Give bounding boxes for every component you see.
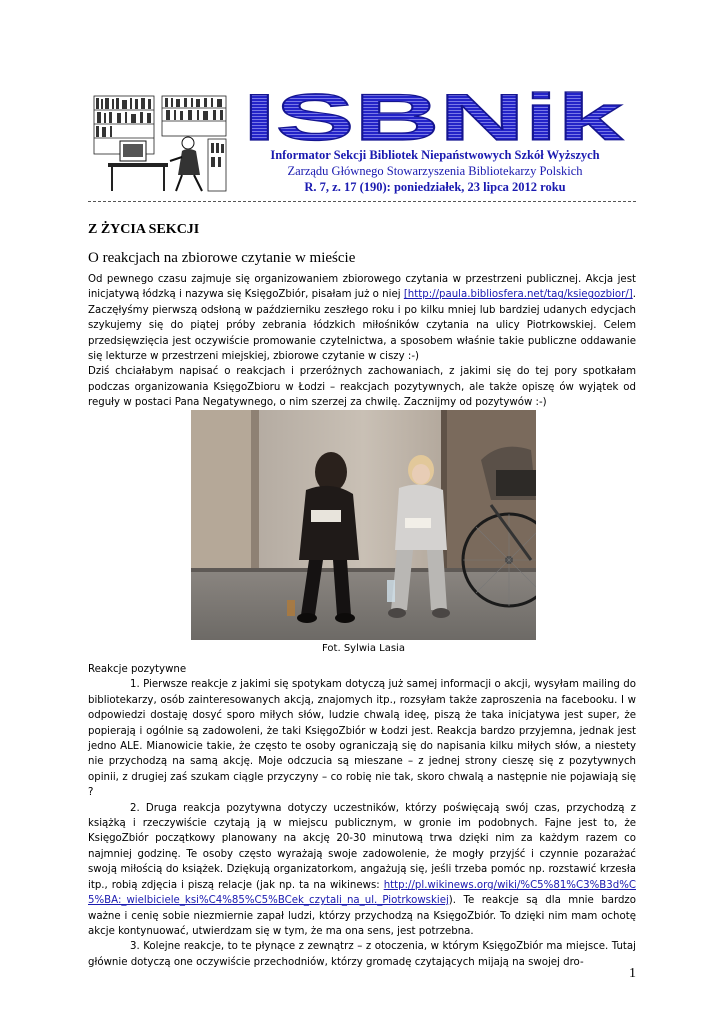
section-heading: Z ŻYCIA SEKCJI — [88, 222, 200, 237]
masthead-line-1: Informator Sekcji Bibliotek Niepaństwowych Szkół Wyższych — [270, 148, 600, 162]
reaction-item-3: 3. Kolejne reakcje, to te płynące z zewnątrz – z otoczenia, w którym KsięgoZbiór ma miejsce. Tutaj głównie dotyczą one oczywiście przechodniów, którzy gromadę czytających mijają na swojej dro- — [88, 941, 636, 968]
reaction-item-2: 2. Druga reakcja pozytywna dotyczy uczestników, którzy poświęcają swój czas, przychodzą z książką i rzeczywiście czytają ją w miejscu publicznym, w gronie im podobnych. Fajne jest to, że KsięgoZbiór początkowy planowany na akcję 20-30 minutową trwa dzięki nim za każdym razem co najmniej godzinę. Te osoby często wyrażają swoje zadowolenie, że mogły przyjść i czynnie pozarażać swoją miłością do książek. Dziękują organizatorkom, angażują się, jeśli trzeba pomóc np. rozstawić krzesła itp., robią zdjęcia i piszą relacje (jak np. ta na wikinews: http://pl.wikinews.org/wiki/%C5%81%C3%B3d%C5%BA:_wielbiciele_ksi%C4%85%C5%BCek_czytali_na_ul._Piotrkowskiej). Te reakcje są dla mnie bardzo ważne i cenię sobie niezmiernie zapał ludzi, którzy przychodzą na KsięgoZbiór. To dzięki nim mam ochotę akcje kontynuować, utwierdzam się w tym, że ma ona sens, jest potrzebna. — [88, 802, 636, 937]
reaction-item-1: 1. Pierwsze reakcje z jakimi się spotykam dotyczą już samej informacji o akcji, wysyłam mailing do bibliotekarzy, osób zainteresowanych akcją, znajomych itp., rozsyłam także zaproszenia na facebooku. I w odpowiedzi dostaję dosyć sporo miłych słów, ludzie chwalą ideę, piszą że taka inicjatywa jest super, że popierają i ogólnie są zadowoleni, że taki KsięgoZbiór w Łodzi jest. Reakcja bardzo przyjemna, jednak jest jedno ALE. Mianowicie takie, że często te osoby ograniczają się do napisania kilku miłych słów, a niestety nie przychodzą na samą akcję. Moje odczucia są mieszane – z jednej strony cieszę się z pozytywnych opinii, z drugiej zaś szukam ciągle przyczyny – co robię nie tak, skoro chwalą a następnie nie pojawiają się ? — [88, 679, 636, 799]
ksiegozbior-tag-link[interactable]: [http://paula.bibliosfera.net/tag/ksiegozbior/] — [403, 289, 633, 301]
reactions-section — [88, 662, 636, 970]
isbnik-logo — [238, 88, 628, 150]
masthead-divider — [88, 201, 636, 202]
masthead-line-2: Zarządu Głównego Stowarzyszenia Bibliotekarzy Polskich — [287, 164, 583, 178]
reactions-heading: Reakcje pozytywne — [88, 664, 187, 675]
masthead-issue-line: R. 7, z. 17 (190): poniedziałek, 23 lipca 2012 roku — [304, 180, 566, 194]
wikinews-link[interactable]: http://pl.wikinews.org/wiki/%C5%81%C3%B3d%C5%BA:_wielbiciele_ksi%C4%85%C5%BCek_czytali_na_ul._Piotrkowskiej — [88, 879, 636, 907]
photo-caption: Fot. Sylwia Lasia — [322, 643, 405, 654]
article-photo — [191, 410, 536, 640]
paragraph-1: Od pewnego czasu zajmuje się organizowaniem zbiorowego czytania w przestrzeni publicznej. Akcja jest inicjatywą łódzką i nazywa się KsięgoZbiór, pisałam już o niej [http://paula.bibliosfera.net/tag/ksiegozbior/]. Zaczęłyśmy pierwszą odsłoną w październiku zeszłego roku i po kilku mniej lub bardziej udanych edycjach szykujemy się do piątej próby zebrania łódzkich miłośników czytania na ulicy Piotrkowskiej. Celem przedsięwzięcia jest oczywiście promowanie czytelnictwa, a sposobem właśnie takie publiczne oddawanie się lekturze w przestrzeni miejskiej, zbiorowe czytanie w ciszy :-) — [88, 274, 636, 363]
article-intro — [88, 272, 636, 411]
page-number: 1 — [629, 966, 636, 981]
logo-text: ISBNik — [243, 88, 624, 150]
paragraph-2: Dziś chciałabym napisać o reakcjach i przeróżnych zachowaniach, z jakimi się do tej pory spotkałam podczas organizowania KsięgoZbioru w Łodzi – reakcjach pozytywnych, ale także opiszę ów wyjątek od reguły w postaci Pana Negatywnego, o nim szerzej za chwilę. Zacznijmy od pozytywów :-) — [88, 366, 636, 409]
article-title: O reakcjach na zbiorowe czytanie w mieście — [88, 250, 356, 266]
library-illustration — [90, 93, 230, 193]
